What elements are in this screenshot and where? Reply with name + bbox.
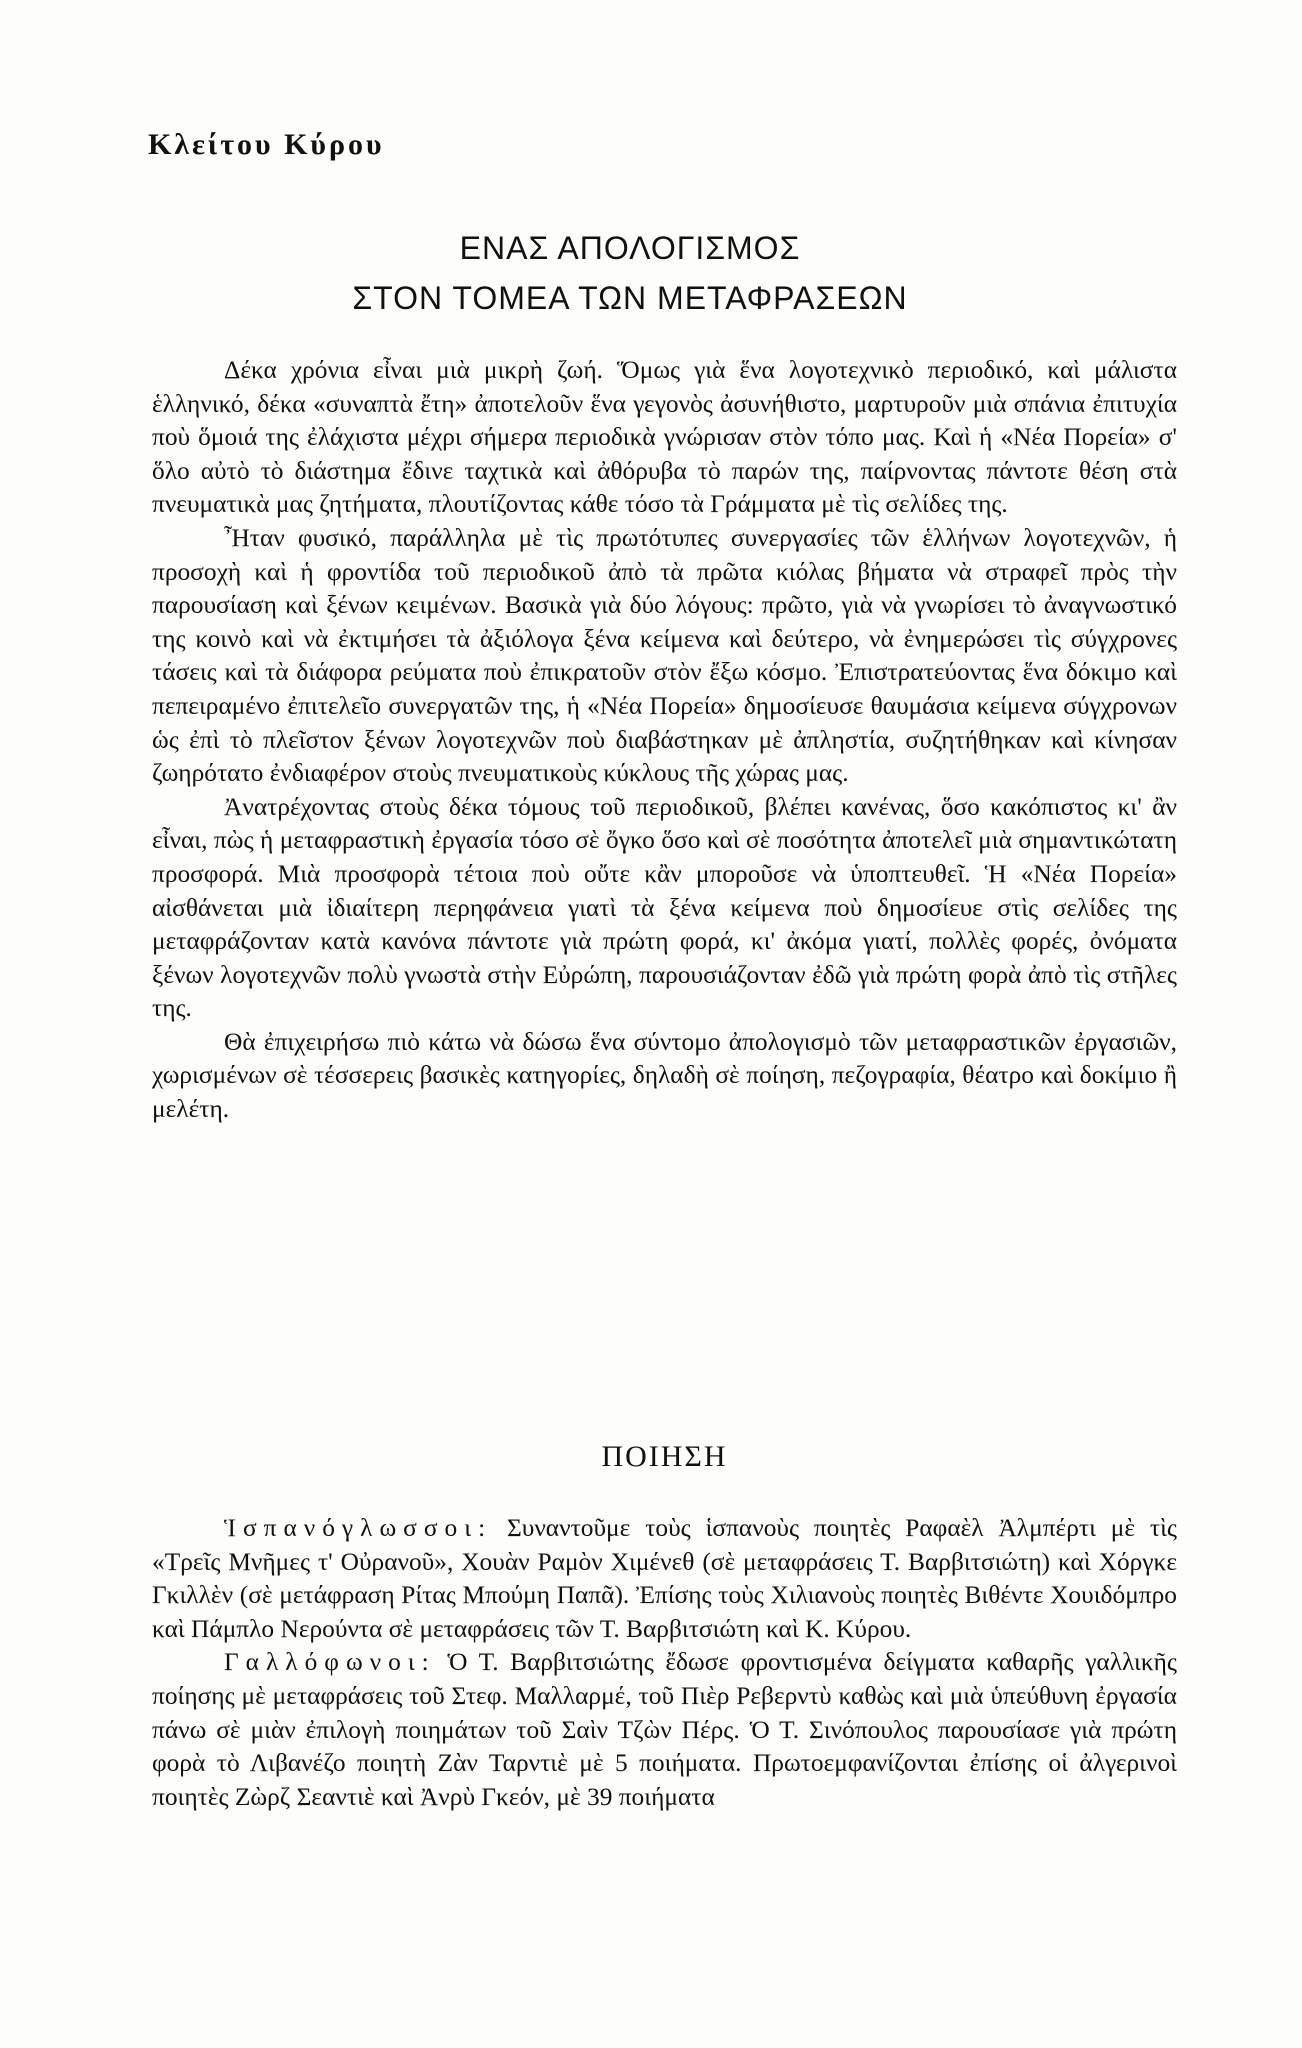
- author-name: Κλείτου Κύρου: [148, 128, 385, 161]
- paragraph: Θὰ ἐπιχειρήσω πιὸ κάτω νὰ δώσω ἕνα σύντομο ἀπολογισμὸ τῶν μεταφραστικῶν ἐργασιῶν, χωρισμένων σὲ τέσσερεις βασικὲς κατηγορίες, δηλαδὴ σὲ ποίηση, πεζογραφία, θέατρο καὶ δοκίμιο ἢ μελέτη.: [152, 1027, 1177, 1124]
- paragraph-lead: Ἱσπανόγλωσσοι:: [224, 1514, 493, 1542]
- paragraph: [152, 1646, 1177, 1814]
- paragraph-text: Ὁ Τ. Βαρβιτσιώτης ἔδωσε φροντισμένα δείγματα καθαρῆς γαλλικῆς ποίησης μὲ μεταφράσεις τοῦ Στεφ. Μαλλαρμέ, τοῦ Πιὲρ Ρεβερντὺ καθὼς καὶ μιὰ ὑπεύθυνη ἐργασία πάνω σὲ μιὰν ἐπιλογὴ ποιημάτων τοῦ Σαὶν Τζὼν Πέρς. Ὁ Τ. Σινόπουλος παρουσίασε γιὰ πρώτη φορὰ τὸ Λιβανέζο ποιητὴ Ζὰν Ταρντιὲ μὲ 5 ποιήματα. Πρωτοεμφανίζονται ἐπίσης οἱ ἀλγερινοὶ ποιητὲς Ζὼρζ Σεαντιὲ καὶ Ἀνρὺ Γκεόν, μὲ 39 ποιήματα: [152, 1648, 1177, 1811]
- paragraph-text: Συναντοῦμε τοὺς ἱσπανοὺς ποιητὲς Ραφαὲλ Ἀλμπέρτι μὲ τὶς «Τρεῖς Μνῆμες τ' Οὐρανοῦ», Χουὰν Ραμὸν Χιμένεθ (σὲ μεταφράσεις Τ. Βαρβιτσιώτη) καὶ Χόργκε Γκιλλὲν (σὲ μετάφραση Ρίτας Μπούμη Παπᾶ). Ἐπίσης τοὺς Χιλιανοὺς ποιητὲς Βιθέντε Χουιδόμπρο καὶ Πάμπλο Νερούντα σὲ μεταφράσεις τῶν Τ. Βαρβιτσιώτη καὶ Κ. Κύρου.: [152, 1514, 1177, 1643]
- paragraph: Δέκα χρόνια εἶναι μιὰ μικρὴ ζωή. Ὅμως γιὰ ἕνα λογοτεχνικὸ περιοδικό, καὶ μάλιστα ἑλληνικό, δέκα «συναπτὰ ἔτη» ἀποτελοῦν ἕνα γεγονὸς ἀσυνήθιστο, μαρτυροῦν μιὰ σπάνια ἐπιτυχία ποὺ ὅμοιά της ἐλάχιστα μέχρι σήμερα περιοδικὰ γνώρισαν στὸν τόπο μας. Καὶ ἡ «Νέα Πορεία» σ' ὅλο αὐτὸ τὸ διάστημα ἔδινε ταχτικὰ καὶ ἀθόρυβα τὸ παρών της, παίρνοντας πάντοτε θέση στὰ πνευματικὰ μας ζητήματα, πλουτίζοντας κάθε τόσο τὰ Γράμματα μὲ τὶς σελίδες της.: [152, 356, 1177, 519]
- article-title-line-1: ΕΝΑΣ ΑΠΟΛΟΓΙΣΜΟΣ: [459, 230, 801, 266]
- section-heading: ΠΟΙΗΣΗ: [601, 1440, 728, 1473]
- poetry-section-body: [152, 1512, 1177, 1814]
- article-title-line-2: ΣΤΟΝ ΤΟΜΕΑ ΤΩΝ ΜΕΤΑΦΡΑΣΕΩΝ: [352, 280, 908, 316]
- paragraph: Ἦταν φυσικό, παράλληλα μὲ τὶς πρωτότυπες συνεργασίες τῶν ἑλλήνων λογοτεχνῶν, ἡ προσοχὴ καὶ ἡ φροντίδα τοῦ περιοδικοῦ ἀπὸ τὰ πρῶτα κιόλας βήματα νὰ στραφεῖ πρὸς τὴν παρουσίαση καὶ ξένων κειμένων. Βασικὰ γιὰ δύο λόγους: πρῶτο, γιὰ νὰ γνωρίσει τὸ ἀναγνωστικό της κοινὸ καὶ νὰ ἐκτιμήσει τὰ ἀξιόλογα ξένα κείμενα καὶ δεύτερο, νὰ ἐνημερώσει τὶς σύγχρονες τάσεις καὶ τὰ διάφορα ρεύματα ποὺ ἐπικρατοῦν στὸν ἔξω κόσμο. Ἐπιστρατεύοντας ἕνα δόκιμο καὶ πεπειραμένο ἐπιτελεῖο συνεργατῶν της, ἡ «Νέα Πορεία» δημοσίευσε θαυμάσια κείμενα σύγχρονων ὡς ἐπὶ τὸ πλεῖστον ξένων λογοτεχνῶν ποὺ διαβάστηκαν μὲ ἀπληστία, συζητήθηκαν καὶ κίνησαν ζωηρότατο ἐνδιαφέρον στοὺς πνευματικοὺς κύκλους τῆς χώρας μας.: [152, 523, 1177, 788]
- paragraph: Ἀνατρέχοντας στοὺς δέκα τόμους τοῦ περιοδικοῦ, βλέπει κανένας, ὅσο κακόπιστος κι' ἂν εἶναι, πὼς ἡ μεταφραστικὴ ἐργασία τόσο σὲ ὄγκο ὅσο καὶ σὲ ποσότητα ἀποτελεῖ μιὰ σημαντικώτατη προσφορά. Μιὰ προσφορὰ τέτοια ποὺ οὔτε κἂν μποροῦσε νὰ ὑποπτευθεῖ. Ἡ «Νέα Πορεία» αἰσθάνεται μιὰ ἰδιαίτερη περηφάνεια γιατὶ τὰ ξένα κείμενα ποὺ δημοσίευε στὶς σελίδες της μεταφράζονταν κατὰ κανόνα πάντοτε γιὰ πρώτη φορά, κι' ἀκόμα γιατί, πολλὲς φορές, ὀνόματα ξένων λογοτεχνῶν πολὺ γνωστὰ στὴν Εὐρώπη, παρουσιάζονταν ἐδῶ γιὰ πρώτη φορὰ ἀπὸ τὶς στῆλες της.: [152, 792, 1177, 1023]
- article-body: [152, 354, 1177, 1127]
- paragraph-lead: Γαλλόφωνοι:: [224, 1648, 436, 1677]
- paragraph: [152, 1512, 1177, 1646]
